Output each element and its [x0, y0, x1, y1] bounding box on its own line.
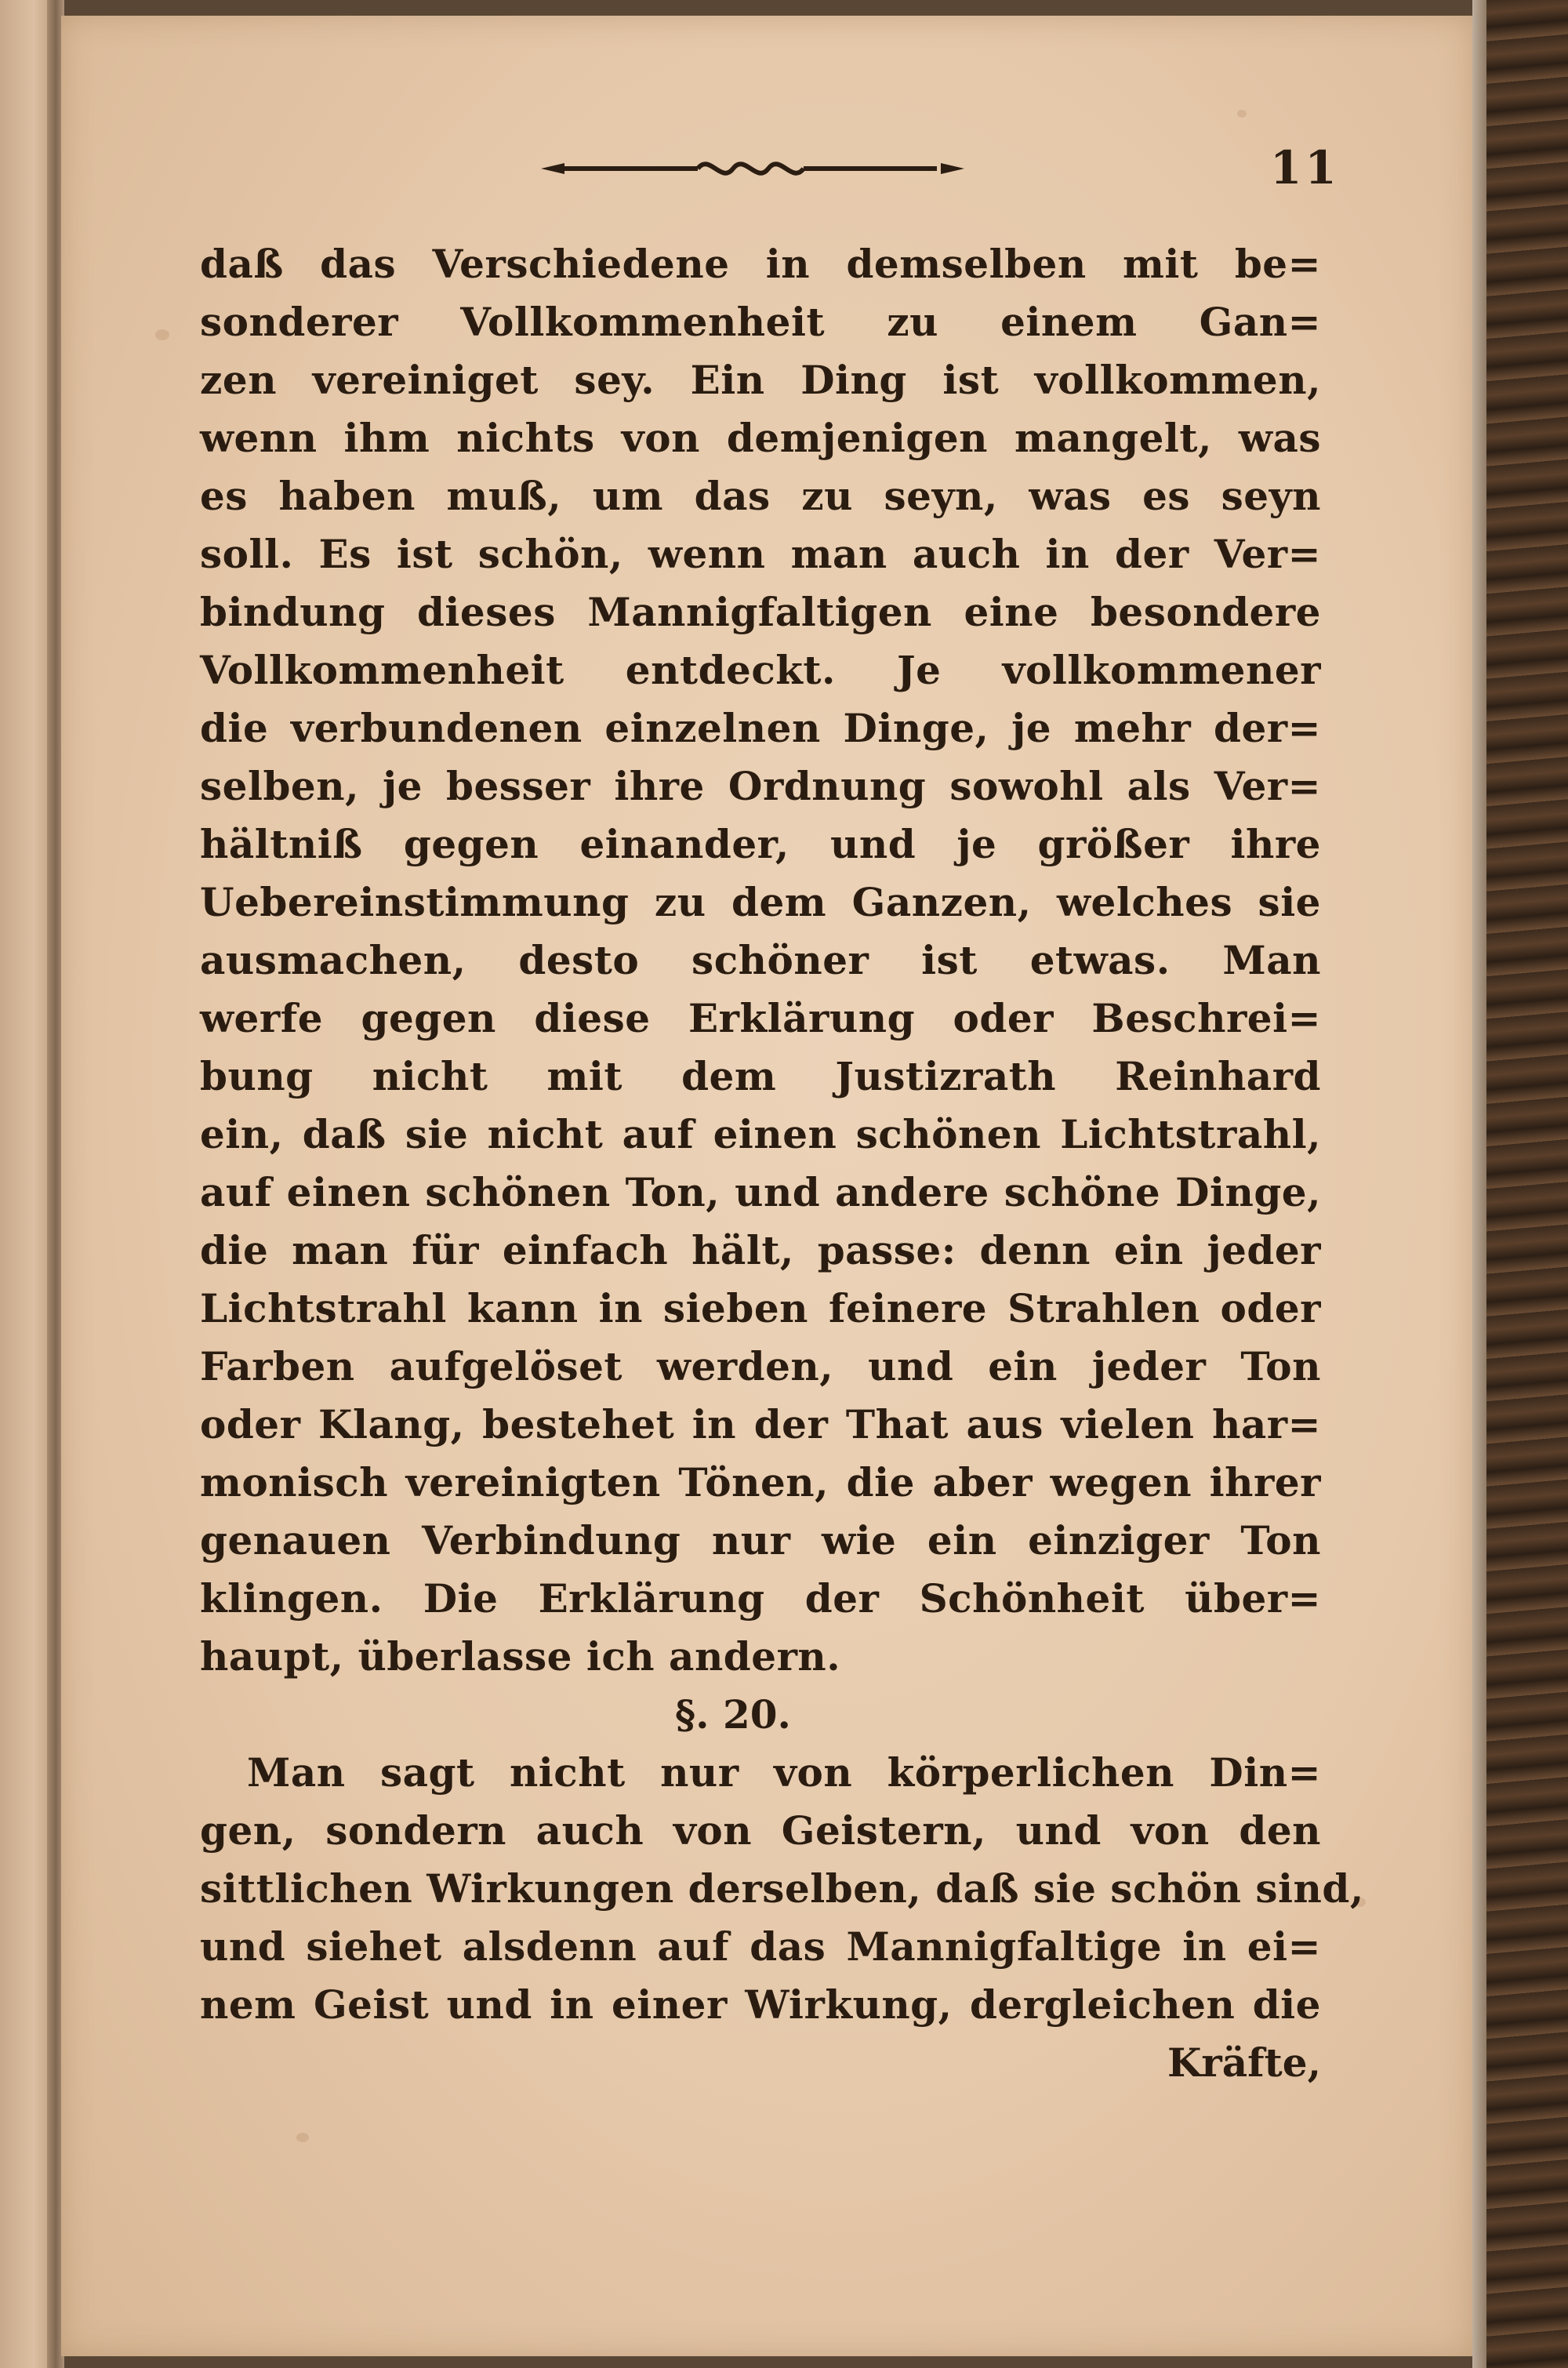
text-line: hältniß gegen einander, und je größer ihre [200, 821, 1321, 867]
text-line: oder Klang, bestehet in der That aus vielen har= [200, 1401, 1321, 1447]
text-line: ausmachen, desto schöner ist etwas. Man [200, 937, 1321, 983]
text-line: Vollkommenheit entdeckt. Je vollkommener [200, 647, 1321, 693]
text-line: werfe gegen diese Erklärung oder Beschrei= [200, 995, 1321, 1041]
text-line: daß das Verschiedene in demselben mit be= [200, 241, 1321, 287]
page-body-text [200, 235, 1364, 2092]
text-line: gen, sondern auch von Geistern, und von den [200, 1807, 1321, 1854]
text-line: und siehet alsdenn auf das Mannigfaltige in ei= [200, 1923, 1321, 1970]
catchword: Kräfte, [1167, 2039, 1321, 2086]
text-line: es haben muß, um das zu seyn, was es seyn [200, 473, 1321, 519]
text-line: Farben aufgelöset werden, und ein jeder Ton [200, 1343, 1321, 1389]
text-line: Uebereinstimmung zu dem Ganzen, welches sie [200, 879, 1321, 925]
text-line: genauen Verbindung nur wie ein einziger Ton [200, 1517, 1321, 1564]
text-line: sonderer Vollkommenheit zu einem Gan= [200, 299, 1321, 345]
foxing-spot [155, 329, 169, 340]
text-line: ein, daß sie nicht auf einen schönen Lichtstrahl, [200, 1111, 1321, 1157]
foxing-spot [1237, 110, 1247, 118]
text-line: soll. Es ist schön, wenn man auch in der Ver= [200, 531, 1321, 577]
text-line: bung nicht mit dem Justizrath Reinhard [200, 1053, 1321, 1099]
text-line: selben, je besser ihre Ordnung sowohl als Ver= [200, 763, 1321, 809]
text-line: nem Geist und in einer Wirkung, dergleichen die [200, 1981, 1321, 2028]
printers-ornament-icon [533, 149, 972, 188]
text-line: Lichtstrahl kann in sieben feinere Strahlen oder [200, 1285, 1321, 1331]
text-line: bindung dieses Mannigfaltigen eine besondere [200, 589, 1321, 635]
text-line: Man sagt nicht nur von körperlichen Din= [247, 1749, 1321, 1796]
text-line: haupt, überlasse ich andern. [200, 1633, 841, 1680]
text-line: klingen. Die Erklärung der Schönheit über= [200, 1575, 1321, 1622]
book-cover-edge [1472, 0, 1568, 2368]
text-line: die man für einfach hält, passe: denn ein jeder [200, 1227, 1321, 1273]
section-heading: §. 20. [675, 1691, 791, 1738]
text-line: zen vereiniget sey. Ein Ding ist vollkommen, [200, 357, 1321, 403]
text-line: monisch vereinigten Tönen, die aber wegen ihrer [200, 1459, 1321, 1505]
page-number: 11 [1270, 141, 1340, 194]
text-line: sittlichen Wirkungen derselben, daß sie schön sind, [200, 1865, 1364, 1912]
text-line: wenn ihm nichts von demjenigen mangelt, was [200, 415, 1321, 461]
text-line: auf einen schönen Ton, und andere schöne Dinge, [200, 1169, 1321, 1215]
text-line: die verbundenen einzelnen Dinge, je mehr der= [200, 705, 1321, 751]
foxing-spot [296, 2133, 309, 2142]
